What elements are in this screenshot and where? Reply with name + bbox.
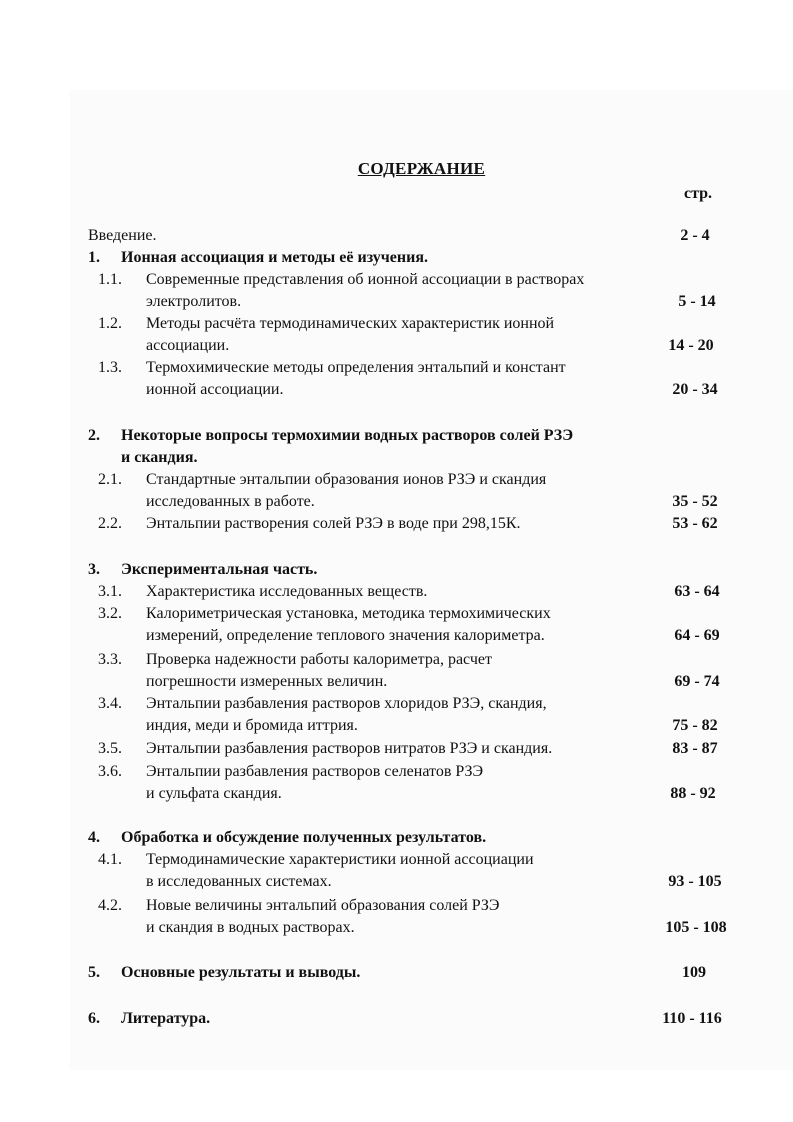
subsection-pages: 83 - 87: [672, 740, 718, 757]
subsection-title: Стандартные энтальпии образования ионов РЗЭ и скандия: [146, 471, 547, 488]
subsection-pages: 93 - 105: [668, 873, 722, 890]
section-title-cont: и скандия.: [121, 449, 198, 466]
section-number: 4.: [88, 829, 100, 846]
subsection-title-cont: исследованных в работе.: [146, 493, 315, 510]
section-pages: 109: [682, 964, 706, 981]
subsection-number: 1.1.: [98, 271, 122, 288]
subsection-title-cont: и сульфата скандия.: [146, 785, 282, 802]
subsection-title: Методы расчёта термодинамических характеристик ионной: [146, 315, 555, 332]
subsection-number: 3.1.: [98, 583, 122, 600]
section-title: Некоторые вопросы термохимии водных растворов солей РЗЭ: [121, 427, 574, 444]
subsection-number: 3.2.: [98, 605, 122, 622]
subsection-pages: 63 - 64: [674, 583, 720, 600]
subsection-pages: 14 - 20: [668, 337, 714, 354]
subsection-number: 2.2.: [98, 515, 122, 532]
subsection-title: Проверка надежности работы калориметра, расчет: [146, 651, 492, 668]
subsection-title: Новые величины энтальпий образования солей РЗЭ: [146, 897, 500, 914]
section-number: 5.: [88, 964, 100, 981]
subsection-pages: 88 - 92: [670, 785, 716, 802]
subsection-title: Энтальпии разбавления растворов хлоридов РЗЭ, скандия,: [146, 695, 547, 712]
subsection-number: 4.1.: [98, 851, 122, 868]
intro-label: Введение.: [88, 227, 157, 244]
section-title: Ионная ассоциация и методы её изучения.: [121, 249, 428, 266]
subsection-title-cont: и скандия в водных растворах.: [146, 919, 355, 936]
subsection-title: Энтальпии разбавления растворов селенатов РЗЭ: [146, 763, 484, 780]
section-number: 1.: [88, 249, 100, 266]
subsection-number: 3.4.: [98, 695, 122, 712]
subsection-title-cont: измерений, определение теплового значения калориметра.: [146, 627, 545, 644]
subsection-pages: 64 - 69: [674, 627, 720, 644]
subsection-number: 3.6.: [98, 763, 122, 780]
subsection-title: Калориметрическая установка, методика термохимических: [146, 605, 551, 622]
section-number: 6.: [88, 1010, 100, 1027]
subsection-pages: 20 - 34: [672, 381, 718, 398]
section-pages: 110 - 116: [662, 1010, 722, 1027]
section-number: 2.: [88, 427, 100, 444]
subsection-pages: 35 - 52: [672, 493, 718, 510]
subsection-title: Характеристика исследованных веществ.: [146, 583, 428, 600]
subsection-number: 1.3.: [98, 359, 122, 376]
page-title: СОДЕРЖАНИЕ: [357, 159, 486, 178]
subsection-title-cont: погрешности измеренных величин.: [146, 673, 388, 690]
subsection-pages: 5 - 14: [678, 293, 716, 310]
subsection-title: Термодинамические характеристики ионной ассоциации: [146, 851, 534, 868]
subsection-title: Энтальпии разбавления растворов нитратов РЗЭ и скандия.: [146, 740, 553, 757]
subsection-number: 3.3.: [98, 651, 122, 668]
subsection-title: Термохимические методы определения энтальпий и констант: [146, 359, 566, 376]
subsection-number: 3.5.: [98, 740, 122, 757]
subsection-title-cont: в исследованных системах.: [146, 873, 332, 890]
subsection-title-cont: индия, меди и бромида иттрия.: [146, 717, 358, 734]
section-number: 3.: [88, 561, 100, 578]
subsection-title-cont: ионной ассоциации.: [146, 381, 284, 398]
subsection-number: 1.2.: [98, 315, 122, 332]
subsection-pages: 53 - 62: [672, 515, 718, 532]
intro-pages: 2 - 4: [680, 227, 710, 244]
section-title: Обработка и обсуждение полученных результатов.: [121, 829, 487, 846]
section-title: Экспериментальная часть.: [121, 561, 318, 578]
subsection-title: Современные представления об ионной ассоциации в растворах: [146, 271, 585, 288]
subsection-pages: 69 - 74: [674, 673, 720, 690]
section-title: Основные результаты и выводы.: [121, 964, 361, 981]
section-title: Литература.: [121, 1010, 211, 1027]
subsection-pages: 75 - 82: [672, 717, 718, 734]
pages-column-header: стр.: [684, 185, 713, 202]
subsection-title: Энтальпии растворения солей РЗЭ в воде при 298,15К.: [146, 515, 521, 532]
subsection-title-cont: ассоциации.: [146, 337, 230, 354]
subsection-title-cont: электролитов.: [146, 293, 242, 310]
subsection-number: 2.1.: [98, 471, 122, 488]
subsection-number: 4.2.: [98, 897, 122, 914]
subsection-pages: 105 - 108: [665, 919, 727, 936]
